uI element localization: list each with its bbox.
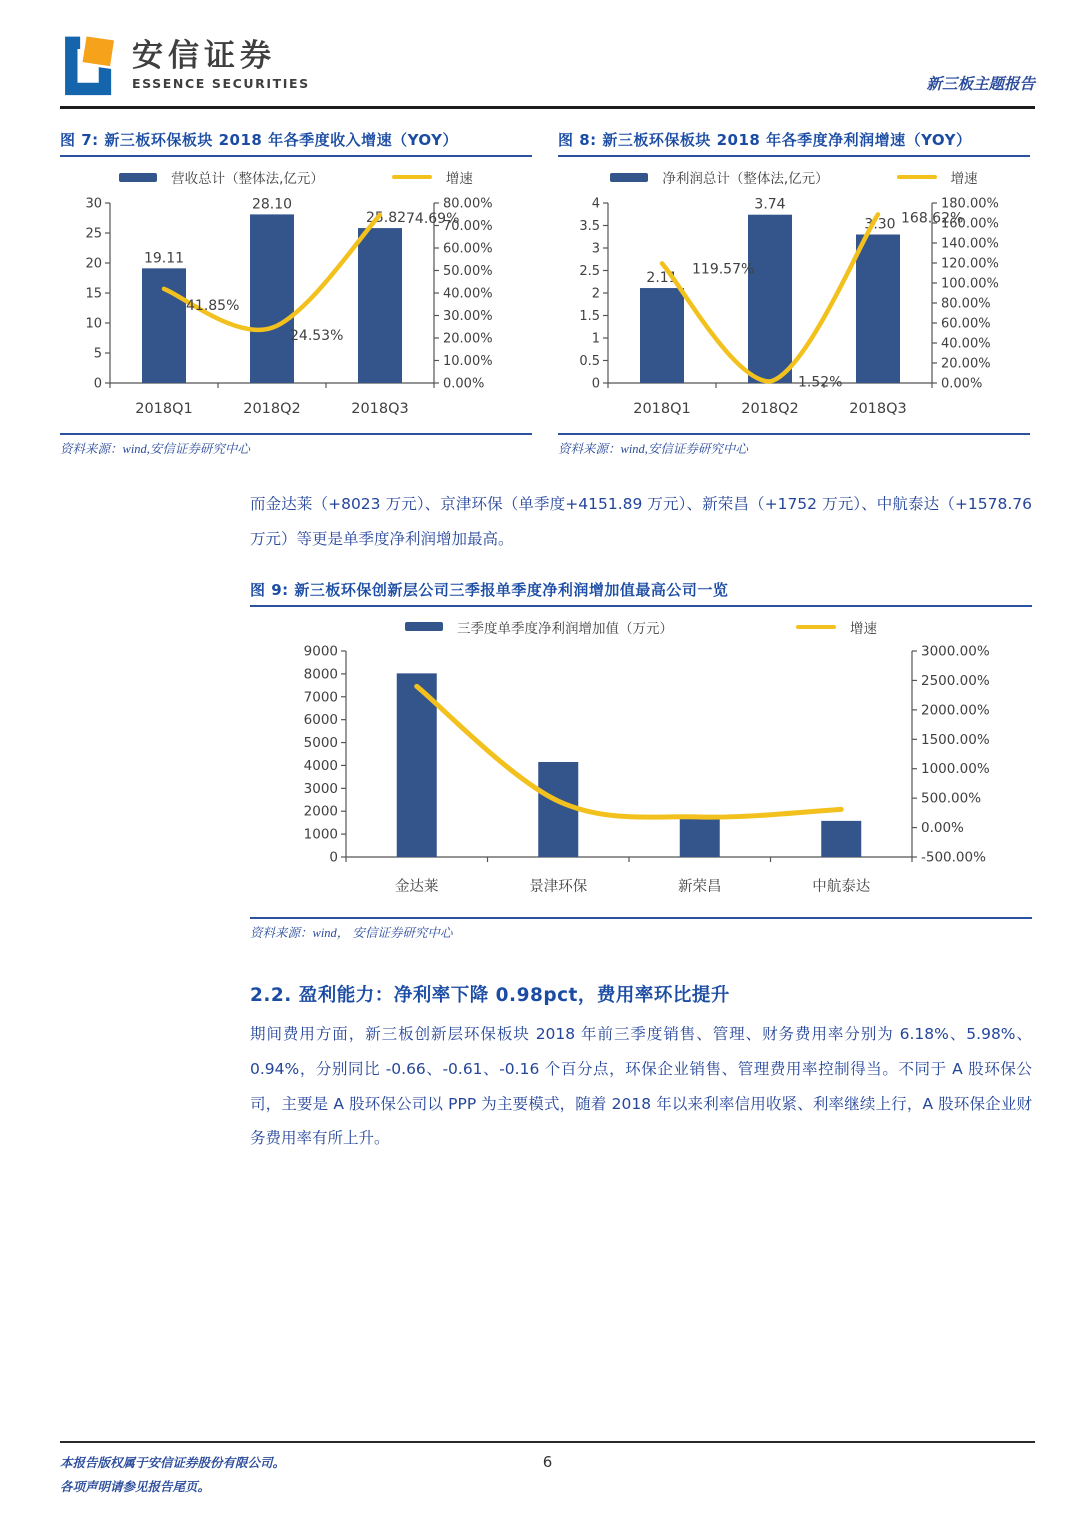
svg-text:10: 10 [85,316,102,332]
svg-text:新荣昌: 新荣昌 [678,878,722,895]
bar-series-swatch [119,173,157,182]
svg-text:4000: 4000 [303,757,338,774]
svg-text:1: 1 [591,331,600,347]
figure-9 [250,579,1032,941]
brand-text [132,39,310,90]
svg-text:140.00%: 140.00% [941,236,999,252]
svg-text:3.30: 3.30 [864,216,896,233]
section-body-paragraph: 期间费用方面，新三板创新层环保板块 2018 年前三季度销售、管理、财务费用率分别为 6.18%、5.98%、0.94%，分别同比 -0.66、-0.61、-0.16 个百分点，环保企业销售、管理费用率控制得当。不同于 A 股环保公司，主要是 A 股环保公司以 PPP 为主要模式，随着 2018 年以来利率信用收紧、利率继续上行，A 股环保企业财务费用率有所上升。 [250,1024,1032,1148]
svg-text:3000: 3000 [303,780,338,797]
svg-text:41.85%: 41.85% [186,297,240,314]
svg-text:2018Q2: 2018Q2 [243,401,301,417]
report-type-label: 新三板主题报告 [926,76,1035,93]
svg-text:168.62%: 168.62% [901,210,964,227]
figure-9-source: 资料来源：wind， 安信证券研究中心 [250,917,1032,941]
svg-text:60.00%: 60.00% [941,316,991,332]
svg-text:3.5: 3.5 [579,219,600,234]
bar-series-swatch [405,622,443,631]
svg-text:0: 0 [329,849,338,866]
svg-text:4: 4 [591,196,600,212]
svg-text:3.74: 3.74 [754,196,786,213]
line-series-swatch [897,175,937,180]
brand-name-cn: 安信证券 [132,38,276,75]
svg-text:1500.00%: 1500.00% [921,731,990,748]
line-series-label: 增速 [445,171,473,187]
svg-text:40.00%: 40.00% [443,286,493,302]
figure-9-legend [250,617,1032,637]
figure-7-source: 资料来源：wind,安信证券研究中心 [60,433,532,457]
svg-text:8000: 8000 [303,666,338,683]
svg-text:5: 5 [93,346,102,362]
svg-text:25: 25 [85,226,102,242]
svg-text:25.82: 25.82 [365,210,407,227]
figure-8-source: 资料来源：wind,安信证券研究中心 [558,433,1030,457]
svg-text:500.00%: 500.00% [921,790,982,807]
line-series-swatch [392,175,432,180]
svg-text:60.00%: 60.00% [443,241,493,257]
svg-text:2000: 2000 [303,803,338,820]
svg-text:2018Q3: 2018Q3 [351,401,409,417]
figure-8 [558,129,1030,457]
svg-text:30: 30 [85,196,102,212]
svg-text:20: 20 [85,256,102,272]
svg-text:80.00%: 80.00% [443,196,493,212]
svg-text:1000: 1000 [303,826,338,843]
bar-series-label: 三季度单季度净利润增加值（万元） [457,620,673,637]
page-header [60,34,1035,109]
svg-text:1.52%: 1.52% [798,374,843,391]
svg-text:3: 3 [591,241,600,257]
brand-block [60,34,310,96]
page-footer [60,1441,1035,1500]
figure-8-legend [558,167,1030,187]
figure-7-legend [60,167,532,187]
svg-text:0.5: 0.5 [579,354,600,369]
intro-paragraph: 而金达莱（+8023 万元）、京津环保（单季度+4151.89 万元）、新荣昌（+1752 万元）、中航泰达（+1578.76 万元）等更是单季度净利润增加最高。 [250,495,1032,548]
svg-text:中航泰达: 中航泰达 [812,878,871,895]
svg-text:0.00%: 0.00% [443,376,485,392]
page-number: 6 [542,1453,553,1471]
svg-text:1000.00%: 1000.00% [921,760,990,777]
svg-text:19.11: 19.11 [143,250,185,267]
svg-text:120.00%: 120.00% [941,256,999,272]
svg-text:0.00%: 0.00% [921,819,964,836]
svg-text:金达莱: 金达莱 [395,878,439,895]
svg-text:100.00%: 100.00% [941,276,999,292]
line-series-label: 增速 [850,620,877,637]
svg-text:2500.00%: 2500.00% [921,672,990,689]
svg-text:70.00%: 70.00% [443,219,493,234]
svg-text:30.00%: 30.00% [443,309,493,324]
svg-text:180.00%: 180.00% [941,196,999,212]
svg-text:2.11: 2.11 [646,270,678,287]
line-series-swatch [796,625,836,630]
svg-text:50.00%: 50.00% [443,264,493,279]
svg-text:0: 0 [93,376,102,392]
svg-text:20.00%: 20.00% [443,331,493,347]
svg-text:2.5: 2.5 [579,264,600,279]
figure-7 [60,129,532,457]
svg-text:7000: 7000 [303,689,338,706]
svg-text:28.10: 28.10 [251,196,293,213]
svg-text:2018Q1: 2018Q1 [135,401,193,417]
svg-text:160.00%: 160.00% [941,216,999,232]
svg-text:15: 15 [85,286,102,302]
svg-text:9000: 9000 [303,643,338,660]
figure-7-chart [60,189,532,425]
svg-text:2018Q2: 2018Q2 [741,401,799,417]
svg-text:119.57%: 119.57% [692,261,755,278]
figures-row [60,129,1035,457]
section-heading: 2.2. 盈利能力：净利率下降 0.98pct，费用率环比提升 [250,984,730,1006]
svg-text:20.00%: 20.00% [941,356,991,372]
svg-text:80.00%: 80.00% [941,296,991,312]
svg-text:景津环保: 景津环保 [529,878,588,895]
svg-text:1.5: 1.5 [579,309,600,324]
svg-text:0.00%: 0.00% [941,376,983,392]
brand-name-en: ESSENCE SECURITIES [132,75,310,91]
footer-line-1: 本报告版权属于安信证券股份有限公司。 [60,1456,286,1470]
bar-series-label: 营收总计（整体法,亿元） [171,171,324,187]
svg-text:6000: 6000 [303,711,338,728]
svg-text:3000.00%: 3000.00% [921,643,990,660]
figure-9-chart [250,639,1032,909]
svg-text:74.69%: 74.69% [406,210,460,227]
svg-text:24.53%: 24.53% [290,327,344,344]
svg-text:5000: 5000 [303,734,338,751]
bar-series-swatch [610,173,648,182]
figure-9-title: 图 9: 新三板环保创新层公司三季报单季度净利润增加值最高公司一览 [250,579,1032,607]
svg-text:2: 2 [591,286,600,302]
line-series-label: 增速 [950,171,978,187]
svg-text:-500.00%: -500.00% [921,849,986,866]
bar-series-label: 净利润总计（整体法,亿元） [662,171,829,187]
svg-text:2018Q1: 2018Q1 [633,401,691,417]
svg-text:0: 0 [591,376,600,392]
figure-8-title: 图 8: 新三板环保板块 2018 年各季度净利润增速（YOY） [558,129,1030,157]
figure-8-chart [558,189,1030,425]
footer-line-2: 各项声明请参见报告尾页。 [60,1479,211,1494]
svg-text:10.00%: 10.00% [443,354,493,369]
svg-text:40.00%: 40.00% [941,336,991,352]
svg-text:2018Q3: 2018Q3 [849,401,907,417]
figure-7-title: 图 7: 新三板环保板块 2018 年各季度收入增速（YOY） [60,129,532,157]
svg-text:2000.00%: 2000.00% [921,702,990,719]
essence-logo-icon [60,34,118,96]
